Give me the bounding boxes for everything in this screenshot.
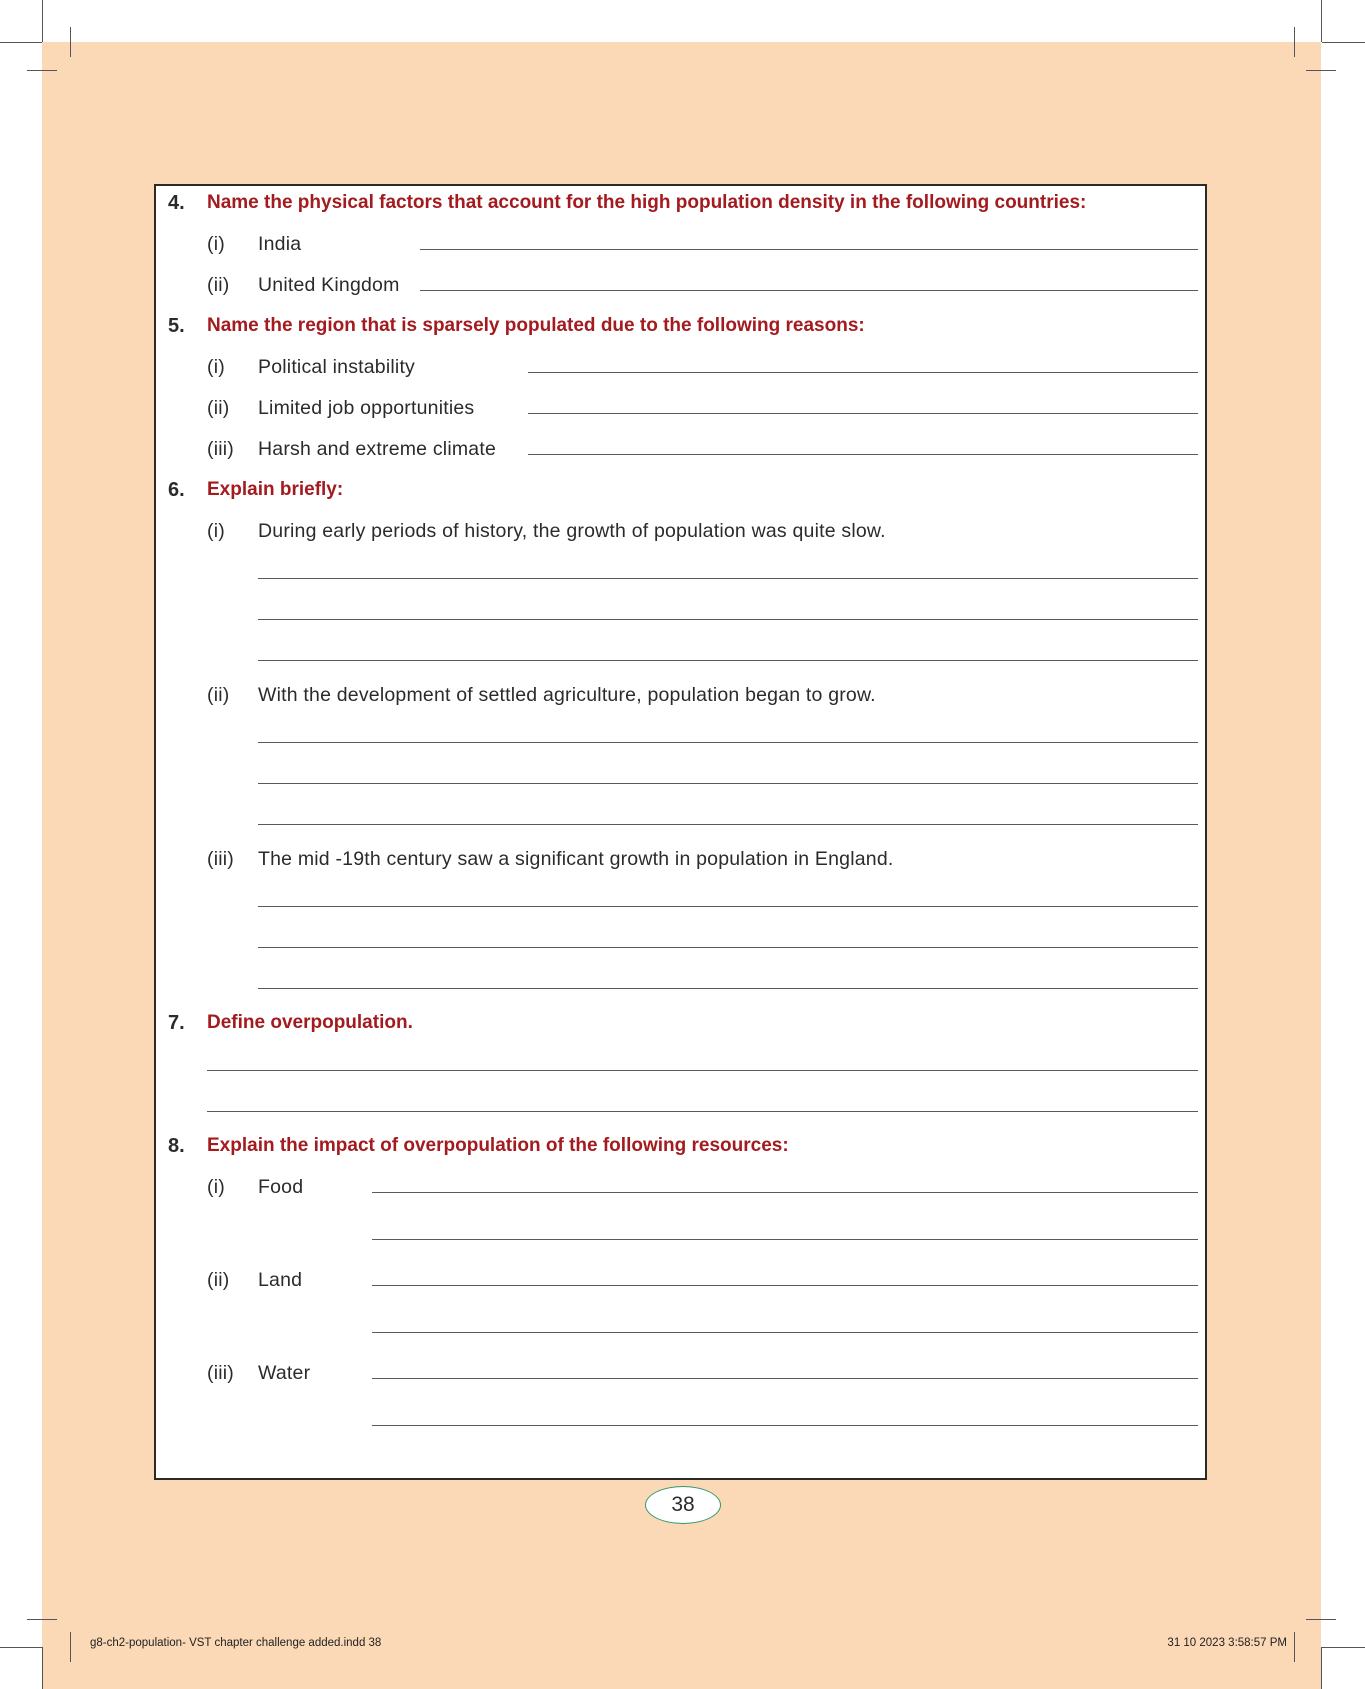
question-prompt: Define overpopulation. <box>207 1012 413 1033</box>
question-prompt: Name the region that is sparsely populated due to the following reasons: <box>207 315 865 336</box>
crop-mark <box>42 0 43 42</box>
question-number: 6. <box>168 479 185 501</box>
item-numeral: (i) <box>207 233 225 255</box>
item-numeral: (ii) <box>207 684 230 706</box>
answer-line[interactable] <box>528 372 1198 373</box>
item-numeral: (i) <box>207 1176 225 1198</box>
answer-line[interactable] <box>207 1070 1198 1071</box>
item-label: Limited job opportunities <box>258 397 475 419</box>
question-prompt: Name the physical factors that account for the high population density in the following countries: <box>207 192 1087 213</box>
footer-file-info: g8-ch2-population- VST chapter challenge added.indd 38 <box>90 1637 382 1649</box>
item-label: Water <box>258 1362 311 1384</box>
answer-line[interactable] <box>528 413 1198 414</box>
item-numeral: (ii) <box>207 397 230 419</box>
crop-mark <box>70 27 71 57</box>
answer-line[interactable] <box>528 454 1198 455</box>
item-label: United Kingdom <box>258 274 400 296</box>
answer-line[interactable] <box>258 906 1198 907</box>
question-prompt: Explain the impact of overpopulation of the following resources: <box>207 1135 789 1156</box>
question-number: 7. <box>168 1012 185 1034</box>
item-label: With the development of settled agriculture, population began to grow. <box>258 684 876 706</box>
item-numeral: (ii) <box>207 274 230 296</box>
answer-line[interactable] <box>372 1425 1198 1426</box>
item-label: During early periods of history, the growth of population was quite slow. <box>258 520 886 542</box>
crop-mark <box>0 1647 42 1648</box>
crop-mark <box>27 70 57 71</box>
item-label: Land <box>258 1269 303 1291</box>
crop-mark <box>70 1632 71 1662</box>
answer-line[interactable] <box>258 578 1198 579</box>
item-numeral: (iii) <box>207 438 234 460</box>
crop-mark <box>42 1647 43 1689</box>
answer-line[interactable] <box>420 290 1198 291</box>
item-label: India <box>258 233 302 255</box>
answer-line[interactable] <box>258 824 1198 825</box>
item-label: Political instability <box>258 356 416 378</box>
answer-line[interactable] <box>258 988 1198 989</box>
crop-mark <box>27 1619 57 1620</box>
question-number: 4. <box>168 192 185 214</box>
answer-line[interactable] <box>420 249 1198 250</box>
item-label: The mid -19th century saw a significant growth in population in England. <box>258 848 894 870</box>
answer-line[interactable] <box>372 1332 1198 1333</box>
answer-line[interactable] <box>372 1192 1198 1193</box>
answer-line[interactable] <box>372 1378 1198 1379</box>
item-numeral: (iii) <box>207 848 234 870</box>
question-number: 5. <box>168 315 185 337</box>
crop-mark <box>0 42 42 43</box>
item-label: Food <box>258 1176 304 1198</box>
page-number: 38 <box>645 1486 721 1524</box>
answer-line[interactable] <box>258 742 1198 743</box>
answer-line[interactable] <box>258 783 1198 784</box>
footer-timestamp: 31 10 2023 3:58:57 PM <box>1167 1637 1287 1649</box>
crop-mark <box>1322 42 1365 43</box>
item-numeral: (i) <box>207 520 225 542</box>
answer-line[interactable] <box>258 660 1198 661</box>
answer-line[interactable] <box>258 619 1198 620</box>
item-numeral: (ii) <box>207 1269 230 1291</box>
crop-mark <box>1322 1647 1365 1648</box>
crop-mark <box>1306 70 1336 71</box>
question-number: 8. <box>168 1135 185 1157</box>
crop-mark <box>1294 27 1295 57</box>
question-prompt: Explain briefly: <box>207 479 344 500</box>
answer-line[interactable] <box>258 947 1198 948</box>
item-label: Harsh and extreme climate <box>258 438 497 460</box>
crop-mark <box>1294 1632 1295 1662</box>
answer-line[interactable] <box>372 1285 1198 1286</box>
item-numeral: (i) <box>207 356 225 378</box>
crop-mark <box>1306 1619 1336 1620</box>
item-numeral: (iii) <box>207 1362 234 1384</box>
crop-mark <box>1321 0 1322 42</box>
answer-line[interactable] <box>372 1239 1198 1240</box>
answer-line[interactable] <box>207 1111 1198 1112</box>
crop-mark <box>1321 1647 1322 1689</box>
